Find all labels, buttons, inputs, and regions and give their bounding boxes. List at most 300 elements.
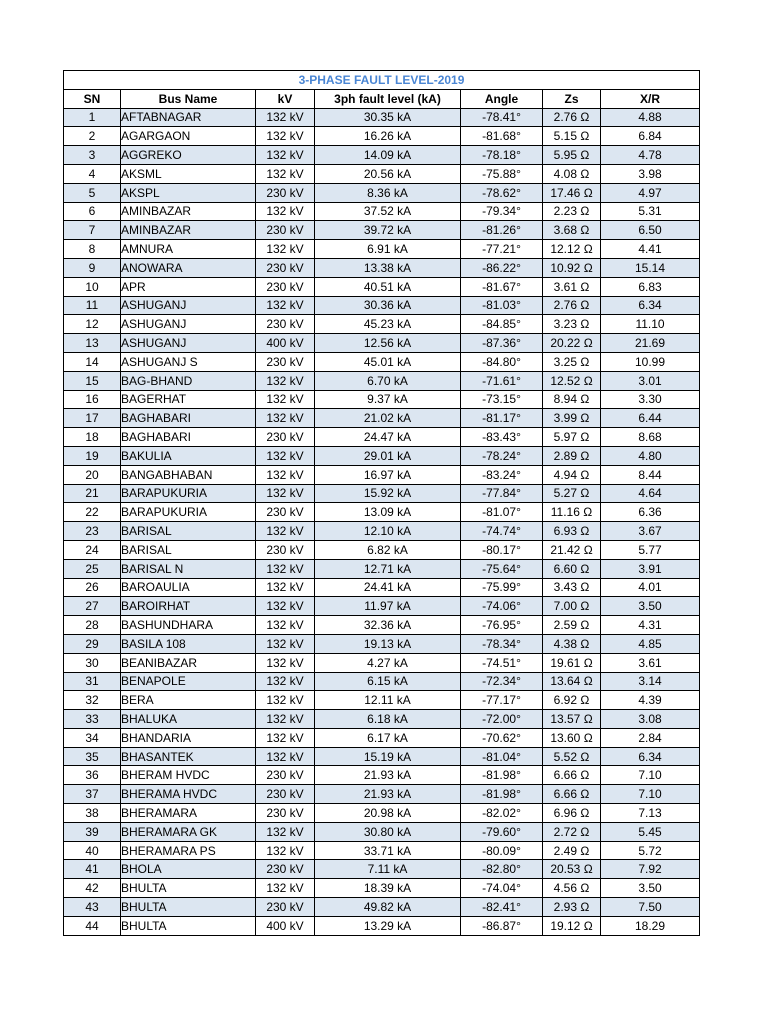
cell-xr: 4.80 [601, 446, 700, 465]
cell-kv: 132 kV [256, 653, 315, 672]
cell-angle: -78.34° [461, 634, 543, 653]
cell-fault-level: 11.97 kA [315, 597, 461, 616]
table-row [64, 898, 700, 917]
cell-sn: 44 [64, 916, 121, 935]
cell-zs: 3.25 Ω [543, 352, 601, 371]
cell-angle: -83.43° [461, 428, 543, 447]
cell-sn: 24 [64, 540, 121, 559]
cell-angle: -72.00° [461, 710, 543, 729]
cell-fault-level: 30.36 kA [315, 296, 461, 315]
cell-sn: 2 [64, 127, 121, 146]
cell-angle: -87.36° [461, 334, 543, 353]
cell-bus-name: AGARGAON [121, 127, 256, 146]
cell-bus-name: BHULTA [121, 916, 256, 935]
cell-bus-name: BHERAMARA PS [121, 841, 256, 860]
table-row [64, 334, 700, 353]
cell-kv: 132 kV [256, 710, 315, 729]
cell-sn: 27 [64, 597, 121, 616]
table-row [64, 146, 700, 165]
cell-bus-name: BHERAM HVDC [121, 766, 256, 785]
fault-level-sheet [63, 70, 699, 936]
table-row [64, 728, 700, 747]
cell-sn: 23 [64, 522, 121, 541]
cell-fault-level: 20.98 kA [315, 804, 461, 823]
cell-angle: -78.18° [461, 146, 543, 165]
cell-xr: 6.84 [601, 127, 700, 146]
table-row [64, 202, 700, 221]
cell-sn: 11 [64, 296, 121, 315]
cell-angle: -79.60° [461, 822, 543, 841]
table-title: 3-PHASE FAULT LEVEL-2019 [64, 71, 700, 90]
cell-fault-level: 6.82 kA [315, 540, 461, 559]
cell-fault-level: 20.56 kA [315, 164, 461, 183]
header-row [64, 89, 700, 108]
cell-angle: -77.21° [461, 240, 543, 259]
cell-xr: 3.14 [601, 672, 700, 691]
cell-zs: 19.12 Ω [543, 916, 601, 935]
cell-bus-name: ASHUGANJ [121, 315, 256, 334]
cell-sn: 16 [64, 390, 121, 409]
cell-bus-name: ASHUGANJ [121, 296, 256, 315]
table-row [64, 522, 700, 541]
cell-xr: 2.84 [601, 728, 700, 747]
cell-fault-level: 13.29 kA [315, 916, 461, 935]
cell-sn: 37 [64, 785, 121, 804]
cell-sn: 36 [64, 766, 121, 785]
col-header-sn: SN [64, 89, 121, 108]
cell-xr: 6.34 [601, 747, 700, 766]
cell-fault-level: 21.93 kA [315, 785, 461, 804]
cell-sn: 40 [64, 841, 121, 860]
cell-fault-level: 4.27 kA [315, 653, 461, 672]
cell-fault-level: 24.47 kA [315, 428, 461, 447]
cell-kv: 132 kV [256, 465, 315, 484]
table-row [64, 540, 700, 559]
cell-kv: 132 kV [256, 634, 315, 653]
cell-xr: 8.44 [601, 465, 700, 484]
cell-zs: 13.60 Ω [543, 728, 601, 747]
cell-bus-name: BARISAL [121, 522, 256, 541]
cell-kv: 132 kV [256, 146, 315, 165]
cell-kv: 132 kV [256, 691, 315, 710]
cell-xr: 3.08 [601, 710, 700, 729]
table-row [64, 691, 700, 710]
cell-fault-level: 45.01 kA [315, 352, 461, 371]
cell-fault-level: 15.92 kA [315, 484, 461, 503]
cell-sn: 18 [64, 428, 121, 447]
table-row [64, 127, 700, 146]
cell-bus-name: ASHUGANJ S [121, 352, 256, 371]
table-row [64, 484, 700, 503]
cell-zs: 13.64 Ω [543, 672, 601, 691]
cell-xr: 11.10 [601, 315, 700, 334]
cell-zs: 17.46 Ω [543, 183, 601, 202]
col-header-zs: Zs [543, 89, 601, 108]
cell-bus-name: BHOLA [121, 860, 256, 879]
cell-zs: 4.08 Ω [543, 164, 601, 183]
cell-xr: 4.41 [601, 240, 700, 259]
cell-angle: -74.51° [461, 653, 543, 672]
table-row [64, 747, 700, 766]
cell-sn: 12 [64, 315, 121, 334]
cell-sn: 31 [64, 672, 121, 691]
table-row [64, 409, 700, 428]
cell-kv: 230 kV [256, 352, 315, 371]
cell-xr: 7.10 [601, 785, 700, 804]
cell-sn: 29 [64, 634, 121, 653]
cell-kv: 230 kV [256, 860, 315, 879]
cell-zs: 6.60 Ω [543, 559, 601, 578]
cell-fault-level: 12.11 kA [315, 691, 461, 710]
table-row [64, 766, 700, 785]
cell-sn: 33 [64, 710, 121, 729]
cell-xr: 3.91 [601, 559, 700, 578]
table-row [64, 597, 700, 616]
cell-sn: 17 [64, 409, 121, 428]
cell-zs: 6.93 Ω [543, 522, 601, 541]
cell-zs: 7.00 Ω [543, 597, 601, 616]
cell-fault-level: 6.18 kA [315, 710, 461, 729]
cell-xr: 4.31 [601, 616, 700, 635]
cell-angle: -72.34° [461, 672, 543, 691]
cell-xr: 8.68 [601, 428, 700, 447]
cell-angle: -74.74° [461, 522, 543, 541]
cell-xr: 18.29 [601, 916, 700, 935]
cell-angle: -81.04° [461, 747, 543, 766]
cell-fault-level: 7.11 kA [315, 860, 461, 879]
cell-bus-name: BASHUNDHARA [121, 616, 256, 635]
table-row [64, 879, 700, 898]
col-header-bus-name: Bus Name [121, 89, 256, 108]
cell-xr: 4.39 [601, 691, 700, 710]
cell-angle: -78.62° [461, 183, 543, 202]
cell-angle: -71.61° [461, 371, 543, 390]
cell-fault-level: 6.17 kA [315, 728, 461, 747]
cell-kv: 230 kV [256, 277, 315, 296]
cell-kv: 230 kV [256, 766, 315, 785]
cell-kv: 230 kV [256, 503, 315, 522]
cell-bus-name: BAGHABARI [121, 428, 256, 447]
cell-zs: 2.89 Ω [543, 446, 601, 465]
cell-sn: 1 [64, 108, 121, 127]
cell-zs: 3.68 Ω [543, 221, 601, 240]
table-row [64, 352, 700, 371]
cell-fault-level: 19.13 kA [315, 634, 461, 653]
cell-bus-name: BHERAMA HVDC [121, 785, 256, 804]
cell-angle: -70.62° [461, 728, 543, 747]
cell-zs: 12.12 Ω [543, 240, 601, 259]
cell-angle: -84.80° [461, 352, 543, 371]
cell-zs: 10.92 Ω [543, 258, 601, 277]
table-row [64, 164, 700, 183]
cell-angle: -77.84° [461, 484, 543, 503]
cell-bus-name: BARISAL N [121, 559, 256, 578]
cell-angle: -75.64° [461, 559, 543, 578]
table-row [64, 804, 700, 823]
cell-kv: 230 kV [256, 428, 315, 447]
cell-bus-name: BHULTA [121, 898, 256, 917]
cell-fault-level: 32.36 kA [315, 616, 461, 635]
cell-angle: -74.04° [461, 879, 543, 898]
cell-zs: 20.53 Ω [543, 860, 601, 879]
cell-fault-level: 40.51 kA [315, 277, 461, 296]
cell-xr: 5.45 [601, 822, 700, 841]
cell-zs: 3.61 Ω [543, 277, 601, 296]
cell-fault-level: 16.97 kA [315, 465, 461, 484]
cell-bus-name: AKSML [121, 164, 256, 183]
cell-bus-name: ANOWARA [121, 258, 256, 277]
cell-zs: 2.76 Ω [543, 296, 601, 315]
table-row [64, 634, 700, 653]
cell-xr: 7.10 [601, 766, 700, 785]
cell-fault-level: 13.09 kA [315, 503, 461, 522]
cell-kv: 132 kV [256, 409, 315, 428]
cell-bus-name: BARAPUKURIA [121, 503, 256, 522]
cell-zs: 4.38 Ω [543, 634, 601, 653]
cell-xr: 3.67 [601, 522, 700, 541]
table-row [64, 710, 700, 729]
cell-fault-level: 45.23 kA [315, 315, 461, 334]
cell-bus-name: BHALUKA [121, 710, 256, 729]
cell-fault-level: 30.35 kA [315, 108, 461, 127]
cell-sn: 38 [64, 804, 121, 823]
cell-bus-name: AMINBAZAR [121, 202, 256, 221]
cell-bus-name: AGGREKO [121, 146, 256, 165]
cell-bus-name: BAGHABARI [121, 409, 256, 428]
cell-zs: 2.93 Ω [543, 898, 601, 917]
cell-kv: 132 kV [256, 672, 315, 691]
cell-fault-level: 6.91 kA [315, 240, 461, 259]
cell-bus-name: APR [121, 277, 256, 296]
table-row [64, 503, 700, 522]
table-row [64, 221, 700, 240]
cell-kv: 132 kV [256, 446, 315, 465]
cell-angle: -83.24° [461, 465, 543, 484]
table-row [64, 296, 700, 315]
cell-xr: 4.64 [601, 484, 700, 503]
cell-angle: -73.15° [461, 390, 543, 409]
cell-sn: 21 [64, 484, 121, 503]
cell-kv: 230 kV [256, 540, 315, 559]
cell-kv: 132 kV [256, 728, 315, 747]
cell-angle: -81.03° [461, 296, 543, 315]
table-row [64, 390, 700, 409]
cell-sn: 22 [64, 503, 121, 522]
cell-kv: 230 kV [256, 315, 315, 334]
cell-kv: 230 kV [256, 258, 315, 277]
table-row [64, 841, 700, 860]
cell-kv: 132 kV [256, 484, 315, 503]
cell-xr: 5.77 [601, 540, 700, 559]
cell-xr: 3.30 [601, 390, 700, 409]
cell-sn: 41 [64, 860, 121, 879]
cell-bus-name: BEANIBAZAR [121, 653, 256, 672]
cell-fault-level: 30.80 kA [315, 822, 461, 841]
cell-angle: -82.80° [461, 860, 543, 879]
table-row [64, 428, 700, 447]
cell-fault-level: 29.01 kA [315, 446, 461, 465]
cell-angle: -76.95° [461, 616, 543, 635]
cell-sn: 13 [64, 334, 121, 353]
cell-bus-name: BAG-BHAND [121, 371, 256, 390]
table-row [64, 653, 700, 672]
cell-sn: 35 [64, 747, 121, 766]
cell-sn: 10 [64, 277, 121, 296]
cell-fault-level: 9.37 kA [315, 390, 461, 409]
cell-xr: 7.50 [601, 898, 700, 917]
cell-fault-level: 15.19 kA [315, 747, 461, 766]
cell-angle: -82.41° [461, 898, 543, 917]
cell-zs: 12.52 Ω [543, 371, 601, 390]
cell-angle: -81.68° [461, 127, 543, 146]
cell-bus-name: BAROAULIA [121, 578, 256, 597]
cell-sn: 20 [64, 465, 121, 484]
cell-fault-level: 6.70 kA [315, 371, 461, 390]
cell-fault-level: 18.39 kA [315, 879, 461, 898]
cell-fault-level: 24.41 kA [315, 578, 461, 597]
cell-zs: 5.95 Ω [543, 146, 601, 165]
cell-bus-name: BARISAL [121, 540, 256, 559]
table-row [64, 822, 700, 841]
cell-fault-level: 6.15 kA [315, 672, 461, 691]
cell-kv: 132 kV [256, 371, 315, 390]
cell-sn: 4 [64, 164, 121, 183]
cell-angle: -86.87° [461, 916, 543, 935]
cell-bus-name: BAKULIA [121, 446, 256, 465]
table-row [64, 860, 700, 879]
cell-sn: 28 [64, 616, 121, 635]
table-row [64, 240, 700, 259]
cell-zs: 5.27 Ω [543, 484, 601, 503]
cell-fault-level: 12.71 kA [315, 559, 461, 578]
cell-zs: 5.52 Ω [543, 747, 601, 766]
cell-kv: 132 kV [256, 164, 315, 183]
cell-xr: 6.83 [601, 277, 700, 296]
table-row [64, 315, 700, 334]
table-row [64, 559, 700, 578]
cell-zs: 20.22 Ω [543, 334, 601, 353]
cell-sn: 6 [64, 202, 121, 221]
cell-xr: 4.88 [601, 108, 700, 127]
cell-kv: 132 kV [256, 240, 315, 259]
cell-kv: 132 kV [256, 841, 315, 860]
col-header-angle: Angle [461, 89, 543, 108]
cell-sn: 15 [64, 371, 121, 390]
cell-fault-level: 13.38 kA [315, 258, 461, 277]
cell-angle: -82.02° [461, 804, 543, 823]
cell-angle: -81.26° [461, 221, 543, 240]
cell-fault-level: 21.93 kA [315, 766, 461, 785]
cell-fault-level: 8.36 kA [315, 183, 461, 202]
table-row [64, 108, 700, 127]
cell-angle: -81.17° [461, 409, 543, 428]
cell-bus-name: AMINBAZAR [121, 221, 256, 240]
cell-xr: 4.97 [601, 183, 700, 202]
cell-kv: 132 kV [256, 390, 315, 409]
cell-sn: 19 [64, 446, 121, 465]
table-row [64, 277, 700, 296]
cell-xr: 4.78 [601, 146, 700, 165]
cell-bus-name: BAROIRHAT [121, 597, 256, 616]
cell-zs: 2.72 Ω [543, 822, 601, 841]
cell-fault-level: 12.10 kA [315, 522, 461, 541]
cell-kv: 132 kV [256, 559, 315, 578]
cell-zs: 3.43 Ω [543, 578, 601, 597]
cell-bus-name: BASILA 108 [121, 634, 256, 653]
cell-zs: 6.66 Ω [543, 766, 601, 785]
cell-angle: -74.06° [461, 597, 543, 616]
cell-kv: 400 kV [256, 916, 315, 935]
cell-sn: 25 [64, 559, 121, 578]
cell-bus-name: BAGERHAT [121, 390, 256, 409]
cell-sn: 32 [64, 691, 121, 710]
cell-zs: 4.56 Ω [543, 879, 601, 898]
cell-sn: 14 [64, 352, 121, 371]
cell-angle: -78.24° [461, 446, 543, 465]
cell-zs: 2.23 Ω [543, 202, 601, 221]
cell-xr: 6.50 [601, 221, 700, 240]
cell-kv: 132 kV [256, 108, 315, 127]
cell-kv: 230 kV [256, 804, 315, 823]
cell-angle: -81.07° [461, 503, 543, 522]
col-header-fault-level: 3ph fault level (kA) [315, 89, 461, 108]
cell-zs: 3.23 Ω [543, 315, 601, 334]
cell-fault-level: 39.72 kA [315, 221, 461, 240]
cell-kv: 132 kV [256, 879, 315, 898]
table-row [64, 916, 700, 935]
cell-zs: 19.61 Ω [543, 653, 601, 672]
cell-xr: 3.01 [601, 371, 700, 390]
cell-angle: -77.17° [461, 691, 543, 710]
cell-angle: -81.98° [461, 766, 543, 785]
cell-bus-name: BERA [121, 691, 256, 710]
cell-zs: 8.94 Ω [543, 390, 601, 409]
cell-xr: 5.72 [601, 841, 700, 860]
cell-zs: 2.76 Ω [543, 108, 601, 127]
cell-bus-name: BHERAMARA [121, 804, 256, 823]
cell-kv: 230 kV [256, 221, 315, 240]
cell-kv: 132 kV [256, 127, 315, 146]
cell-xr: 3.61 [601, 653, 700, 672]
cell-zs: 2.59 Ω [543, 616, 601, 635]
cell-sn: 5 [64, 183, 121, 202]
cell-fault-level: 12.56 kA [315, 334, 461, 353]
cell-fault-level: 14.09 kA [315, 146, 461, 165]
cell-xr: 4.85 [601, 634, 700, 653]
cell-kv: 132 kV [256, 202, 315, 221]
cell-xr: 3.50 [601, 879, 700, 898]
cell-angle: -84.85° [461, 315, 543, 334]
table-row [64, 578, 700, 597]
cell-xr: 5.31 [601, 202, 700, 221]
cell-kv: 230 kV [256, 183, 315, 202]
fault-level-table [63, 70, 700, 936]
cell-zs: 11.16 Ω [543, 503, 601, 522]
cell-fault-level: 33.71 kA [315, 841, 461, 860]
cell-xr: 6.34 [601, 296, 700, 315]
cell-zs: 5.97 Ω [543, 428, 601, 447]
cell-fault-level: 16.26 kA [315, 127, 461, 146]
cell-kv: 400 kV [256, 334, 315, 353]
cell-sn: 43 [64, 898, 121, 917]
col-header-xr: X/R [601, 89, 700, 108]
cell-zs: 2.49 Ω [543, 841, 601, 860]
cell-kv: 132 kV [256, 747, 315, 766]
cell-zs: 21.42 Ω [543, 540, 601, 559]
cell-sn: 26 [64, 578, 121, 597]
cell-kv: 132 kV [256, 822, 315, 841]
col-header-kv: kV [256, 89, 315, 108]
